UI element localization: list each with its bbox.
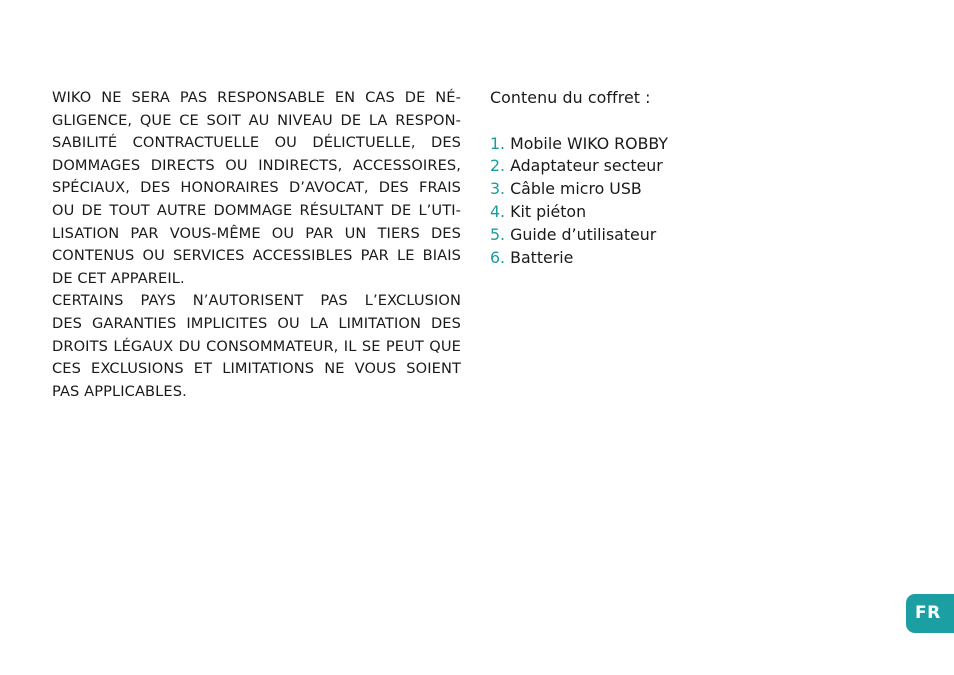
disclaimer-line: LISATION PAR VOUS-MÊME OU PAR UN TIERS DES bbox=[52, 224, 461, 242]
disclaimer-line: SABILITÉ CONTRACTUELLE OU DÉLICTUELLE, DES bbox=[52, 134, 461, 152]
disclaimer-line: CES EXCLUSIONS ET LIMITATIONS NE VOUS SOIENT bbox=[52, 360, 461, 378]
disclaimer-line: CERTAINS PAYS N’AUTORISENT PAS L’EXCLUSION bbox=[52, 292, 461, 310]
item-label: Kit piéton bbox=[510, 201, 587, 221]
item-number: 5. bbox=[490, 224, 506, 244]
disclaimer-line: CONTENUS OU SERVICES ACCESSIBLES PAR LE BIAIS bbox=[52, 247, 461, 265]
disclaimer-line: DROITS LÉGAUX DU CONSOMMATEUR, IL SE PEUT QUE bbox=[52, 337, 461, 355]
item-number: 1. bbox=[490, 133, 506, 153]
disclaimer-line: DES GARANTIES IMPLICITES OU LA LIMITATION DES bbox=[52, 314, 461, 332]
list-item bbox=[490, 224, 810, 247]
item-label: Adaptateur secteur bbox=[510, 156, 663, 176]
item-number: 3. bbox=[490, 179, 506, 199]
item-number: 6. bbox=[490, 247, 506, 267]
list-item bbox=[490, 201, 810, 224]
item-number: 4. bbox=[490, 201, 506, 221]
list-item bbox=[490, 178, 810, 201]
item-label: Batterie bbox=[510, 247, 574, 267]
list-item bbox=[490, 133, 810, 156]
box-contents-title: Contenu du coffret : bbox=[490, 88, 651, 107]
disclaimer-line: GLIGENCE, QUE CE SOIT AU NIVEAU DE LA RESPON- bbox=[52, 111, 461, 129]
item-label: Câble micro USB bbox=[510, 179, 642, 199]
item-label: Guide d’utilisateur bbox=[510, 224, 657, 244]
box-contents-list bbox=[490, 133, 810, 270]
disclaimer-line: OU DE TOUT AUTRE DOMMAGE RÉSULTANT DE L’UTI- bbox=[52, 201, 461, 219]
disclaimer-line: DOMMAGES DIRECTS OU INDIRECTS, ACCESSOIRES, bbox=[52, 156, 461, 174]
list-item bbox=[490, 247, 810, 270]
item-label: Mobile WIKO ROBBY bbox=[510, 133, 669, 153]
disclaimer-text bbox=[52, 87, 461, 403]
disclaimer-line: DE CET APPAREIL. bbox=[52, 269, 185, 287]
disclaimer-line: SPÉCIAUX, DES HONORAIRES D’AVOCAT, DES FRAIS bbox=[52, 179, 461, 197]
box-contents-section bbox=[490, 87, 810, 269]
list-item bbox=[490, 155, 810, 178]
disclaimer-line: PAS APPLICABLES. bbox=[52, 382, 187, 400]
disclaimer-line: WIKO NE SERA PAS RESPONSABLE EN CAS DE NÉ- bbox=[52, 89, 461, 106]
language-tab: FR bbox=[906, 594, 954, 633]
item-number: 2. bbox=[490, 156, 506, 176]
